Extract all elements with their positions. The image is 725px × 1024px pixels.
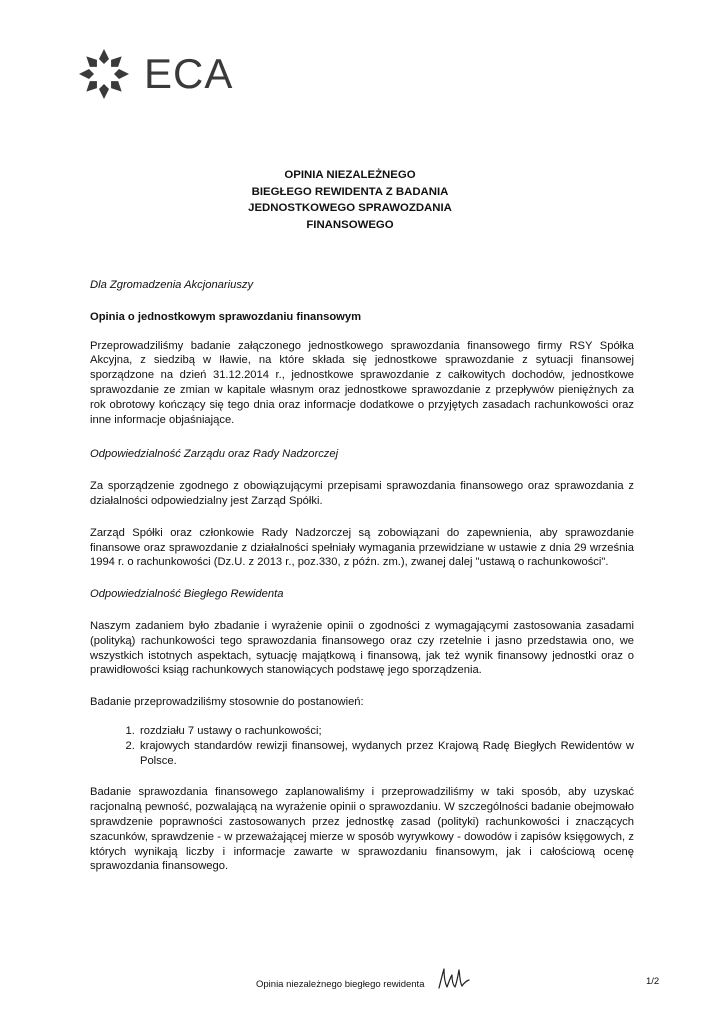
title-line: OPINIA NIEZALEŻNEGO <box>284 169 416 181</box>
page-footer <box>0 968 725 992</box>
paragraph-audit-planning: Badanie sprawozdania finansowego zaplanowaliśmy i przeprowadziliśmy w taki sposób, aby uzyskać racjonalną pewność, pozwalającą na wyrażenie opinii o sprawozdaniu. W szczególności badanie obejmowało sprawdzenie poprawności zastosowanych przez jednostkę zasad (polityki) rachunkowości i znaczących szacunków, sprawdzenie - w przeważającej mierze w sposób wyrywkowy - dowodów i zapisów księgowych, z których wynikają liczby i informacje zawarte w sprawozdaniu finansowym, jak i całościową ocenę sprawozdania finansowego. <box>90 786 634 873</box>
footer-text: Opinia niezależnego biegłego rewidenta <box>256 979 425 990</box>
paragraph-scope: Przeprowadziliśmy badanie załączonego jednostkowego sprawozdania finansowego firmy RSY Spółka Akcyjna, z siedzibą w Iławie, na które składa się jednostkowe sprawozdanie z sytuacji finansowej sporządzone na dzień 31.12.2014 r., jednostkowe sprawozdanie z całkowitych dochodów, jednostkowe sprawozdanie ze zmian w kapitale własnym oraz jednostkowe sprawozdanie z przepływów pieniężnych za rok obrotowy kończący się tego dnia oraz informacje dodatkowe o przyjętych zasadach rachunkowości oraz inne informacje objaśniające. <box>90 339 634 426</box>
addressee: Dla Zgromadzenia Akcjonariuszy <box>90 279 254 291</box>
section-heading: Opinia o jednostkowym sprawozdaniu finansowym <box>90 310 362 323</box>
list-item: 1. rozdziału 7 ustawy o rachunkowości; <box>138 724 634 739</box>
paragraph-audit-basis: Badanie przeprowadziliśmy stosownie do postanowień: <box>90 696 364 709</box>
page-number: 1/2 <box>646 976 660 987</box>
eca-star-logo-icon <box>78 48 130 100</box>
audit-basis-list <box>90 724 634 768</box>
paragraph-board-2: Zarząd Spółki oraz członkowie Rady Nadzorczej są zobowiązani do zapewnienia, aby sprawozdanie finansowe oraz sprawozdanie z działalności spełniały wymagania przewidziane w ustawie z dnia 29 września 1994 r. o rachunkowości (Dz.U. z 2013 r., poz.330, z późn. zm.), zwanej dalej "ustawą o rachunkowości". <box>90 526 634 569</box>
logo-text: ECA <box>144 50 234 97</box>
document-title <box>200 167 500 233</box>
list-item: 2. krajowych standardów rewizji finansowej, wydanych przez Krajową Radę Biegłych Rewidentów w Polsce. <box>138 739 634 769</box>
title-line: FINANSOWEGO <box>306 218 394 231</box>
title-line: BIEGŁEGO REWIDENTA Z BADANIA <box>251 185 449 198</box>
title-line: JEDNOSTKOWEGO SPRAWOZDANIA <box>248 202 452 214</box>
document-body <box>90 278 634 874</box>
subheading-auditor-responsibility: Odpowiedzialność Biegłego Rewidenta <box>90 588 284 601</box>
paragraph-board-1: Za sporządzenie zgodnego z obowiązującymi przepisami sprawozdania finansowego oraz sprawozdania z działalności odpowiedzialny jest Zarząd Spółki. <box>90 480 634 507</box>
paragraph-auditor-task: Naszym zadaniem było zbadanie i wyrażenie opinii o zgodności z wymagającymi zastosowania zasadami (polityką) rachunkowości tego sprawozdania finansowego oraz czy rzetelnie i jasno przedstawia ono, we wszystkich istotnych aspektach, sytuację majątkową i finansową, jak też wynik finansowy jednostki oraz o prawidłowości ksiąg rachunkowych stanowiących podstawę jego sporządzenia. <box>90 619 634 677</box>
subheading-board-responsibility: Odpowiedzialność Zarządu oraz Rady Nadzorczej <box>90 448 339 461</box>
signature-icon <box>436 966 472 992</box>
company-logo <box>78 48 233 100</box>
